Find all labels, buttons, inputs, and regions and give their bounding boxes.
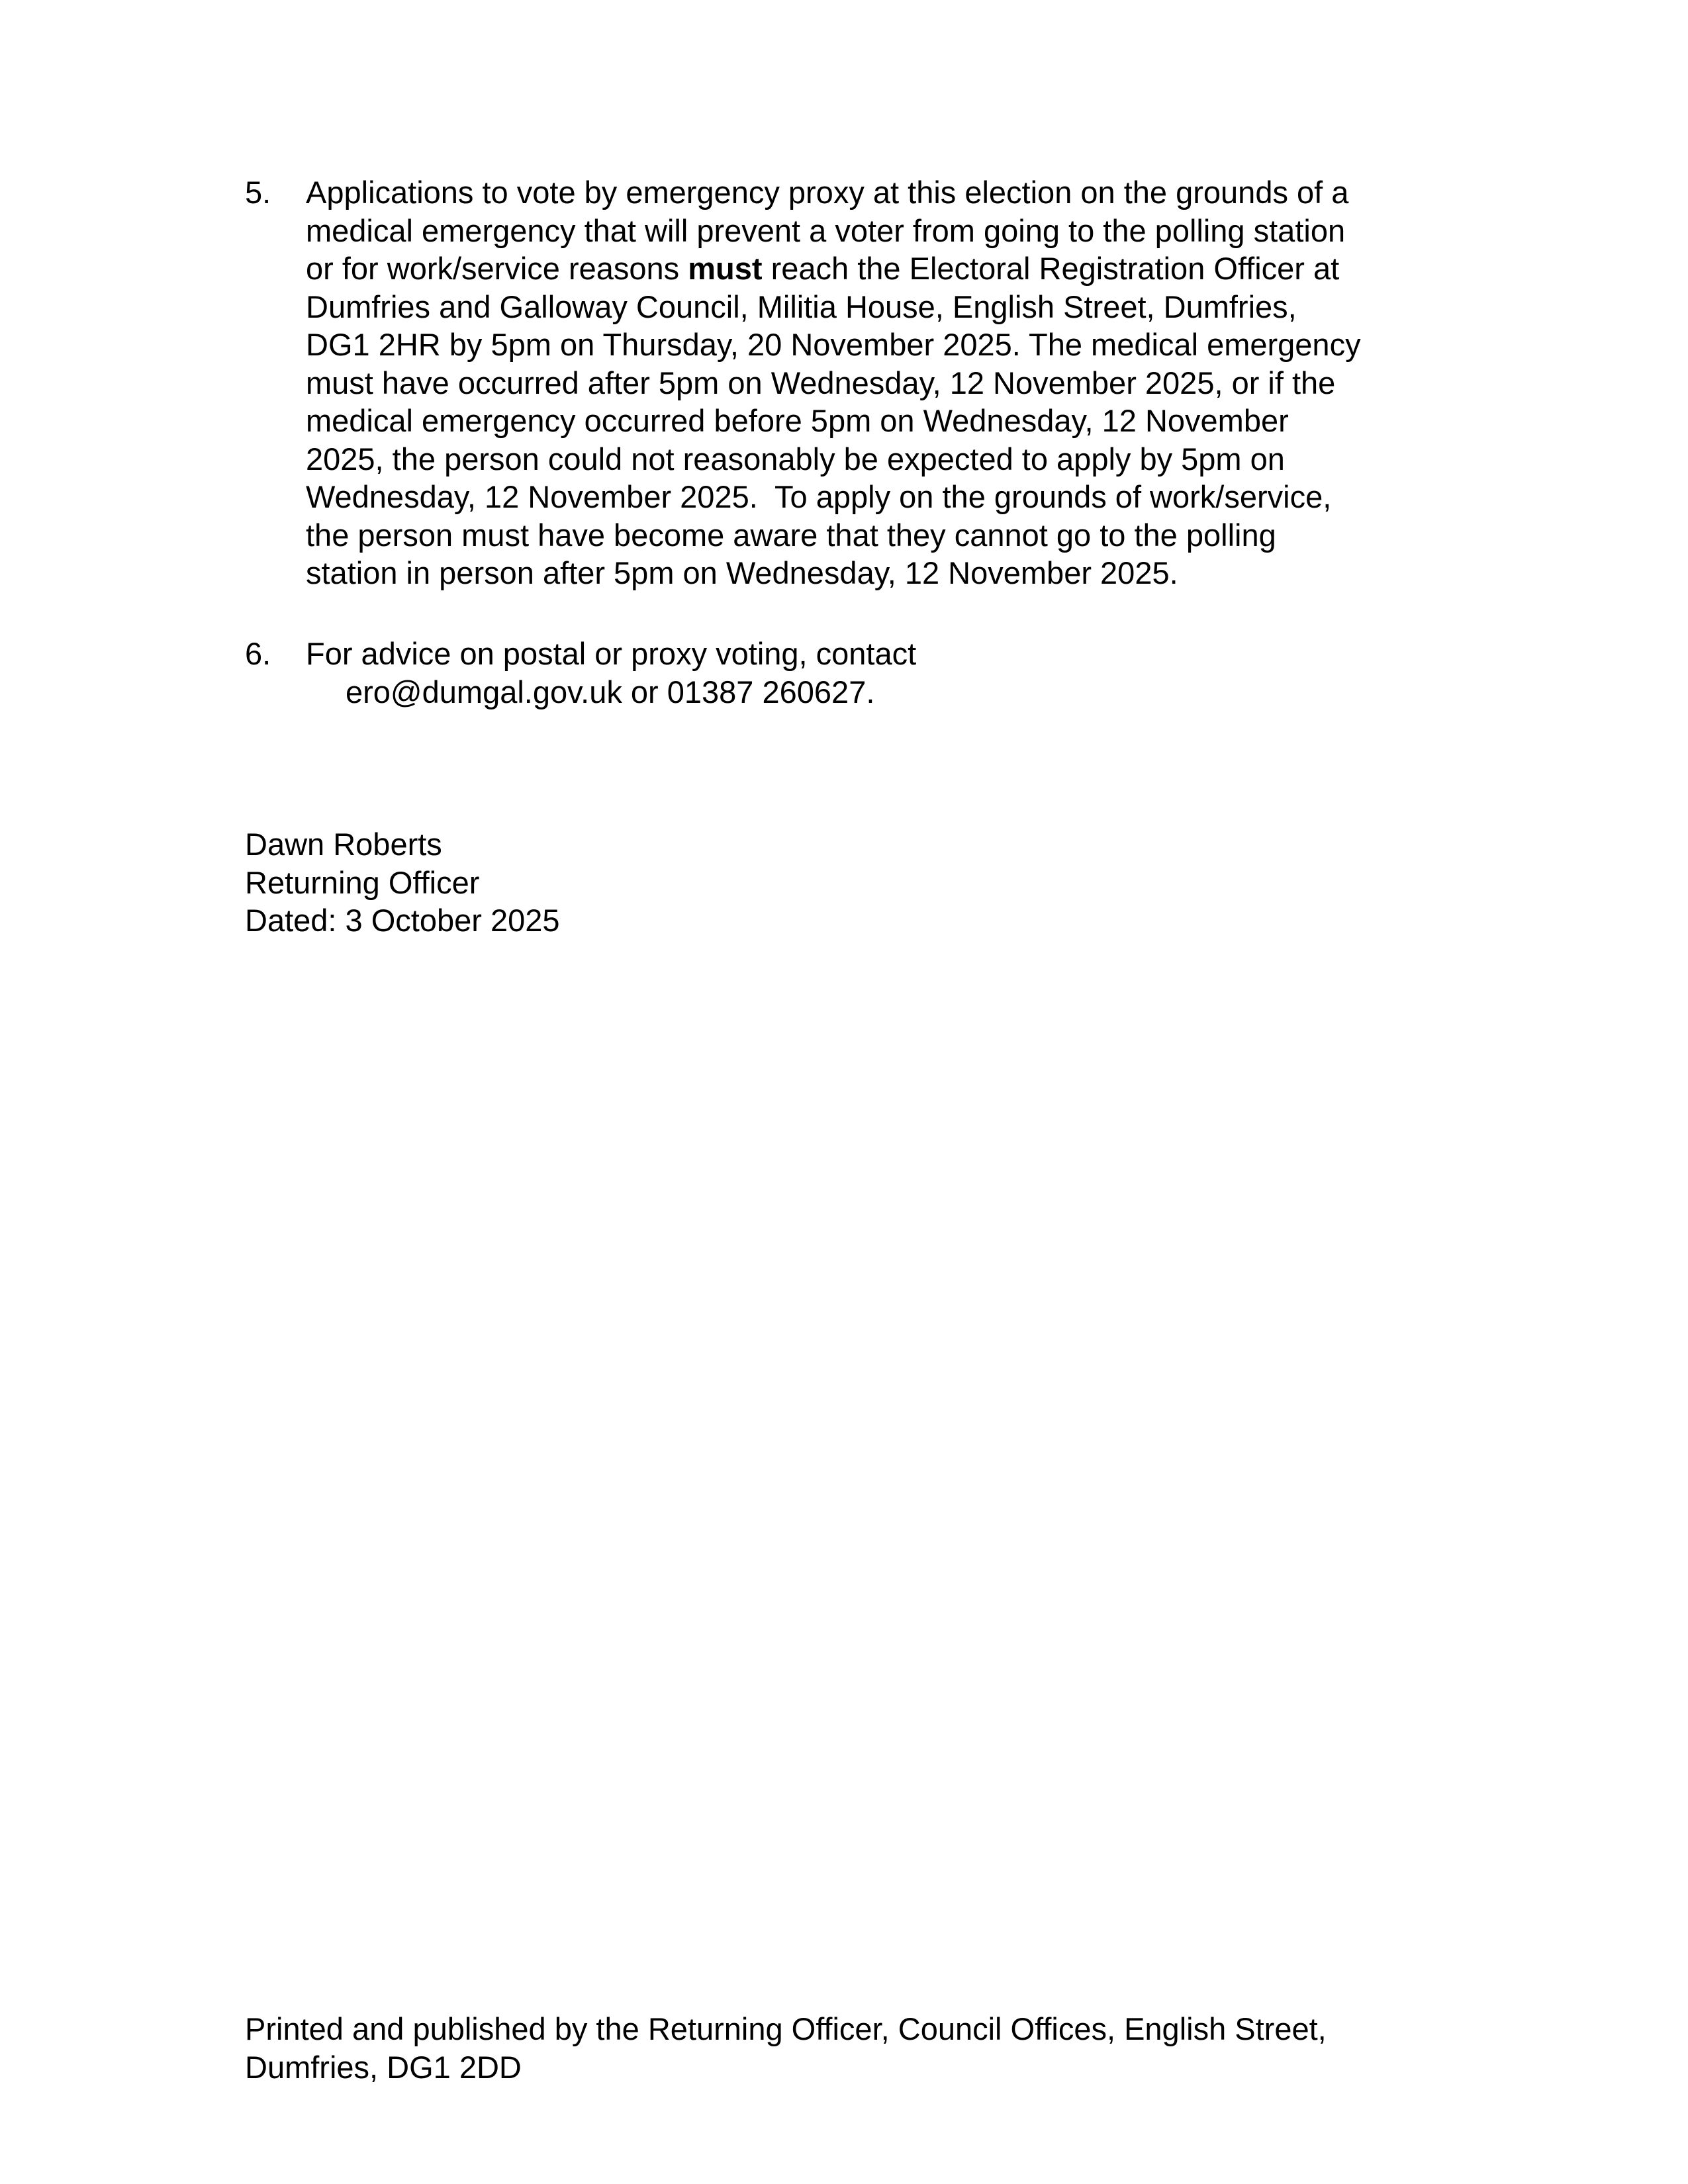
paragraph-line xyxy=(306,250,1438,288)
paragraph-line: must have occurred after 5pm on Wednesday, 12 November 2025, or if the xyxy=(306,365,1336,400)
signature-block xyxy=(245,825,560,940)
advice-line: For advice on postal or proxy voting, contact xyxy=(306,636,917,671)
paragraph-line: Wednesday, 12 November 2025. To apply on the grounds of work/service, xyxy=(306,479,1332,514)
imprint-footer xyxy=(245,2010,1436,2086)
paragraph-line: medical emergency that will prevent a voter from going to the polling station xyxy=(306,212,1346,248)
paragraph-line: station in person after 5pm on Wednesday, 12 November 2025. xyxy=(306,555,1178,590)
signatory-title: Returning Officer xyxy=(245,864,480,900)
signatory-name: Dawn Roberts xyxy=(245,827,442,862)
contact-details-line: ero@dumgal.gov.uk or 01387 260627. xyxy=(346,674,875,709)
notice-item-5 xyxy=(245,173,1438,592)
line-segment: or for work/service reasons xyxy=(306,251,688,286)
paragraph-line: the person must have become aware that they cannot go to the polling xyxy=(306,517,1276,553)
bold-emphasis-must: must xyxy=(688,251,763,286)
imprint-line: Printed and published by the Returning Officer, Council Offices, English Street, xyxy=(245,2011,1327,2046)
paragraph-line: 2025, the person could not reasonably be expected to apply by 5pm on xyxy=(306,441,1285,477)
paragraph-line: DG1 2HR by 5pm on Thursday, 20 November 2025. The medical emergency xyxy=(306,327,1361,362)
paragraph-line: Applications to vote by emergency proxy at this election on the grounds of a xyxy=(306,175,1349,210)
paragraph-line: medical emergency occurred before 5pm on Wednesday, 12 November xyxy=(306,403,1289,438)
line-segment: reach the Electoral Registration Officer at xyxy=(762,251,1340,286)
item-6-number: 6. xyxy=(245,636,271,671)
item-5-number: 5. xyxy=(245,175,271,210)
item-6-paragraph xyxy=(306,635,1438,711)
imprint-line: Dumfries, DG1 2DD xyxy=(245,2049,522,2085)
paragraph-line: Dumfries and Galloway Council, Militia House, English Street, Dumfries, xyxy=(306,289,1297,324)
signature-date: Dated: 3 October 2025 xyxy=(245,903,560,938)
item-5-paragraph xyxy=(306,173,1438,592)
notice-item-6 xyxy=(245,635,1438,711)
